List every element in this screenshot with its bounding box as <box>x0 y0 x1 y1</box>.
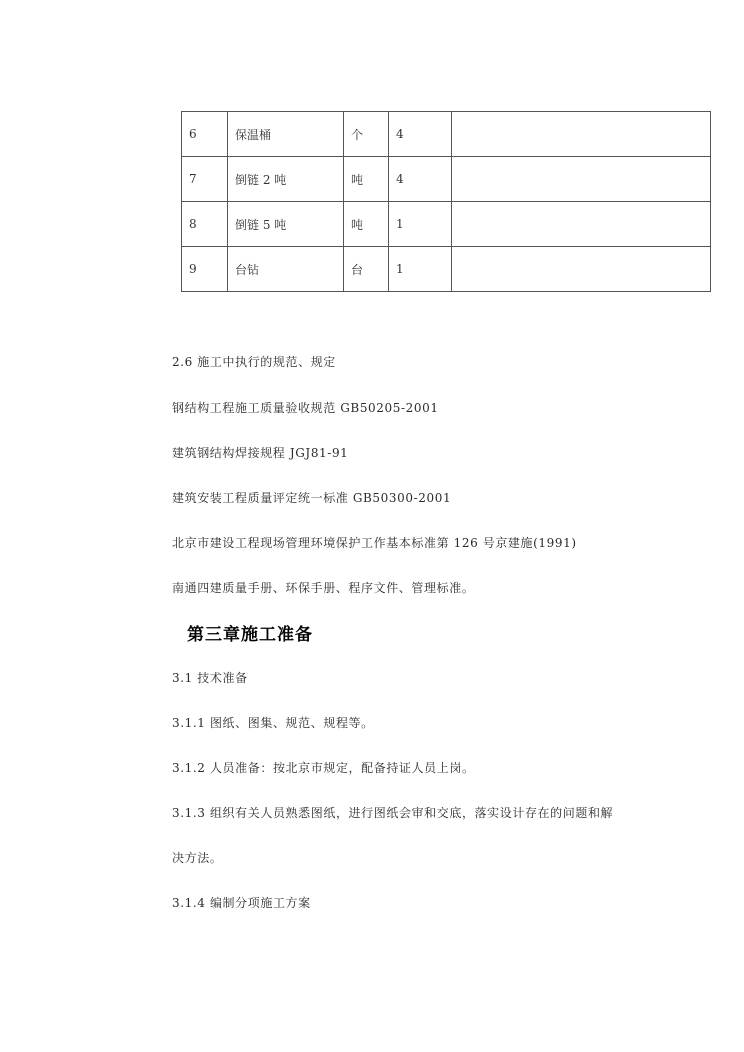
cell-name: 台钻 <box>228 247 344 292</box>
standard-item: 北京市建设工程现场管理环境保护工作基本标准第 126 号京建施(1991) <box>172 536 577 550</box>
cell-name: 保温桶 <box>228 112 344 157</box>
table-row <box>182 157 711 202</box>
cell-no: 8 <box>182 202 228 247</box>
paragraph-3-1-3-line1: 3.1.3 组织有关人员熟悉图纸，进行图纸会审和交底，落实设计存在的问题和解 <box>172 806 614 820</box>
cell-remark <box>452 247 711 292</box>
standard-item: 南通四建质量手册、环保手册、程序文件、管理标准。 <box>172 581 475 595</box>
standard-item: 建筑钢结构焊接规程 JGJ81-91 <box>172 446 349 460</box>
cell-name: 倒链 5 吨 <box>228 202 344 247</box>
paragraph-3-1-2: 3.1.2 人员准备：按北京市规定，配备持证人员上岗。 <box>172 761 475 775</box>
paragraph-3-1-4: 3.1.4 编制分项施工方案 <box>172 896 311 910</box>
cell-no: 9 <box>182 247 228 292</box>
cell-no: 7 <box>182 157 228 202</box>
paragraph-3-1-3-line2: 决方法。 <box>172 851 223 865</box>
cell-remark <box>452 112 711 157</box>
standard-item: 钢结构工程施工质量验收规范 GB50205-2001 <box>172 401 439 415</box>
cell-no: 6 <box>182 112 228 157</box>
section-heading-3-1: 3.1 技术准备 <box>172 671 248 685</box>
paragraph-3-1-1: 3.1.1 图纸、图集、规范、规程等。 <box>172 716 374 730</box>
cell-unit: 个 <box>344 112 389 157</box>
cell-unit: 吨 <box>344 202 389 247</box>
equipment-table <box>181 111 711 292</box>
cell-qty: 4 <box>389 157 452 202</box>
chapter-title: 第三章施工准备 <box>187 625 313 645</box>
cell-unit: 台 <box>344 247 389 292</box>
cell-qty: 1 <box>389 247 452 292</box>
table-row <box>182 112 711 157</box>
cell-name: 倒链 2 吨 <box>228 157 344 202</box>
table-row <box>182 202 711 247</box>
standard-item: 建筑安装工程质量评定统一标准 GB50300-2001 <box>172 491 452 505</box>
table-row <box>182 247 711 292</box>
cell-unit: 吨 <box>344 157 389 202</box>
cell-remark <box>452 157 711 202</box>
cell-qty: 1 <box>389 202 452 247</box>
cell-remark <box>452 202 711 247</box>
section-heading-2-6: 2.6 施工中执行的规范、规定 <box>172 355 336 369</box>
cell-qty: 4 <box>389 112 452 157</box>
